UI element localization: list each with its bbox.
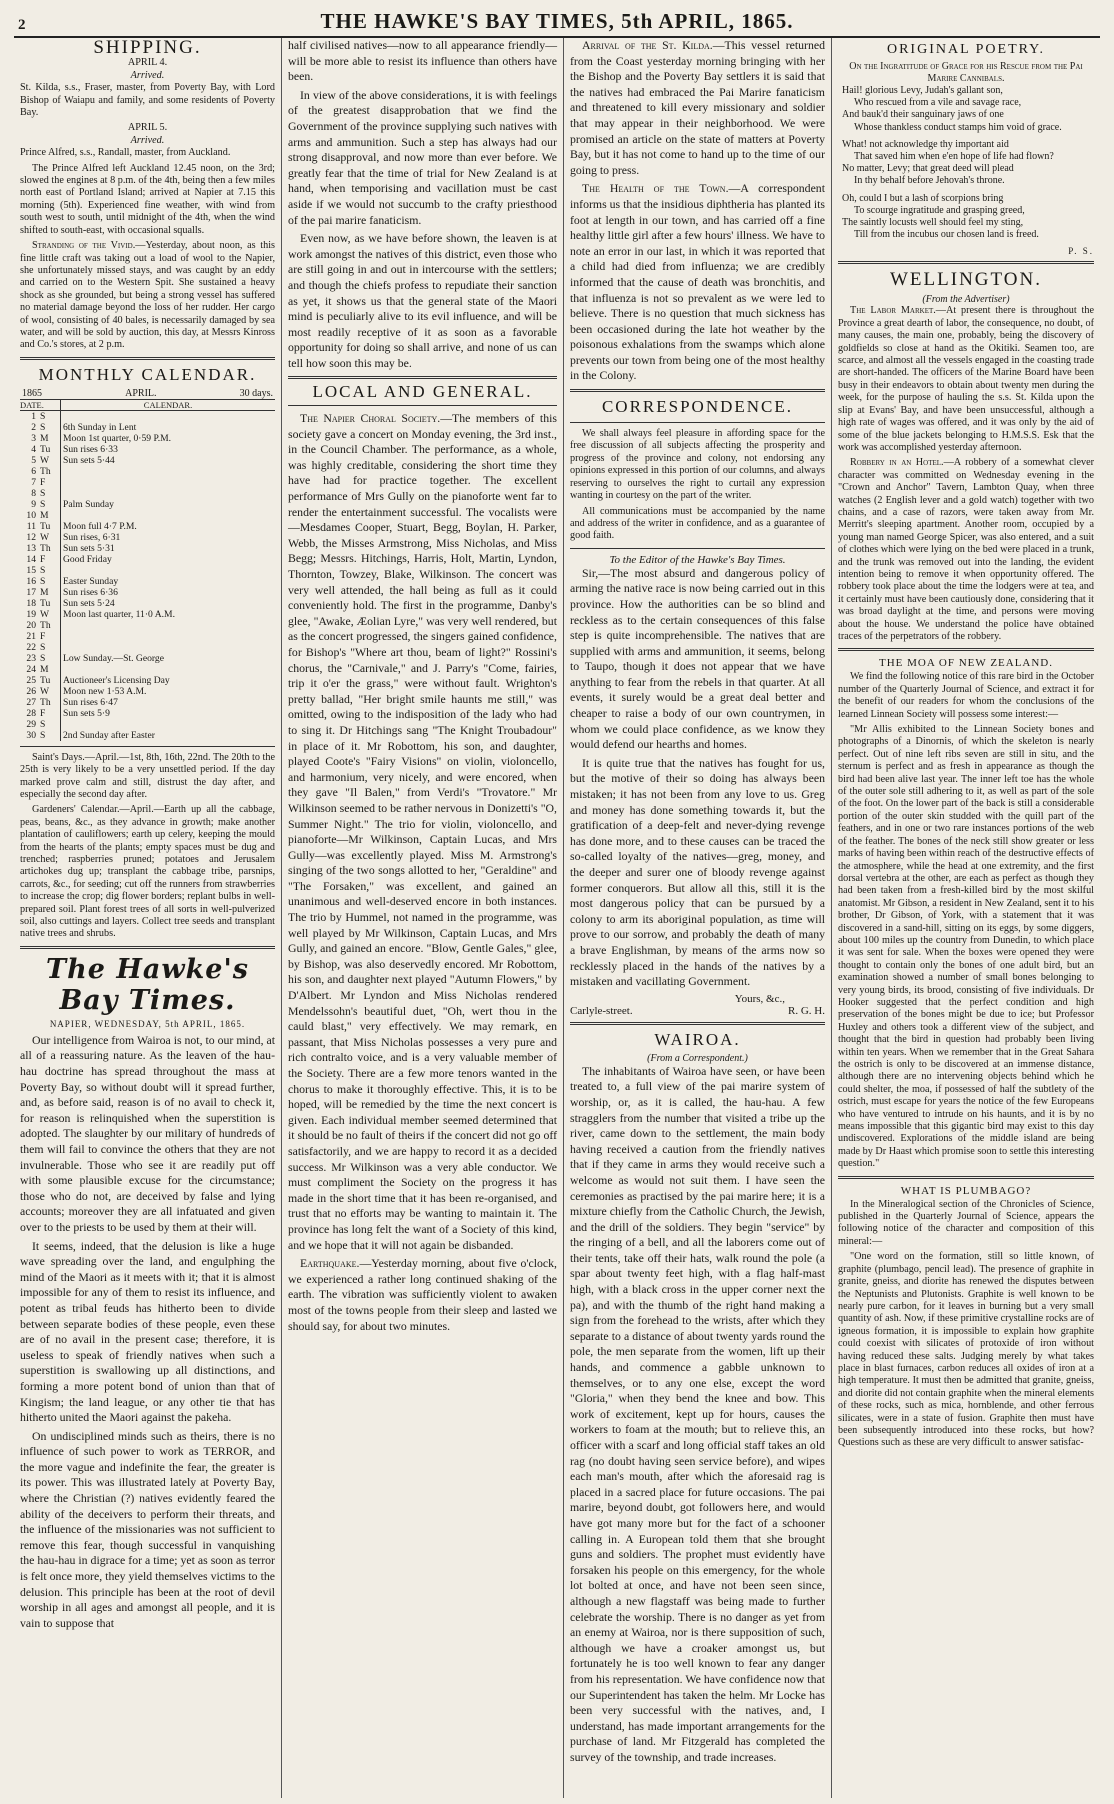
calendar-weekday: W	[38, 532, 61, 543]
columns	[14, 38, 1100, 1798]
calendar-note	[61, 510, 276, 521]
poem-line: Whose thankless conduct stamps him void of grace.	[854, 121, 1062, 133]
calendar-row	[20, 587, 275, 598]
calendar-day-number: 20	[26, 619, 36, 631]
poem-line: What! not acknowledge thy important aid	[842, 138, 1009, 150]
poem	[838, 85, 1094, 241]
wairoa-paragraph: The inhabitants of Wairoa have seen, or have been treated to, a full view of the pai marire system of worship, or, as it is called, the hau-hau. A few stragglers from the number that visited a tribe up the river, came down to the settlement, the main body having received a caution from the friendly natives that if they came in arms they would receive such a welcome as would not suit them. I have seen the ceremonies as practised by the pai marire here; it is a mixture chiefly from the Catholic Church, the Jewish, and the drill of the soldiers. They begin "service" by the ringing of a bell, and all the laborers come out of their tents, take off their hats, walk round the pole (a spar about twenty feet high, with a flag half-mast high, with a black cross in the upper corner next the pa), and with the thumb of the right hand making a sign from the forehead to the wrists, after which they separate to a distance of about twenty yards round the pole, the men separate from the women, lift up their hands, and commence a gabble unknown to themselves, or to any one else, except the word "Gloria," when they bend the knee and bow. This work of excitement, kept up for hours, causes the workers to foam at the mouth; but to relieve this, an officer with a scarf and long official staff takes an old rag (no doubt having seen service before), and wipes each man's mouth, after which the aforesaid rag is placed in a sacred place for future occasions. The pai marire, beyond doubt, got followers here, and would have got many more but for the fact of a schooner calling in. A European told them that she brought guns and soldiers. The prophet must evidently have forsaken his people on this emergency, for the whole lot bolted at once, and have not been seen since, although a new flagstaff was being made to further celebrate the worship. There is no danger as yet from an enemy at Wairoa, nor is there supposition of such, although we have a croaker amongst us, but fortunately he is too well known to fear any danger from his representation. We have confidence now that our Superintendent has taken the helm. Mr Locke has been very successful with the natives, and, I understand, has made important arrangements for the purchase of land. Mr Fitzgerald has completed the survey of the township, and trade increases.	[570, 1063, 825, 1764]
dateline: NAPIER, WEDNESDAY, 5th APRIL, 1865.	[49, 1018, 246, 1029]
calendar-row	[20, 477, 275, 488]
calendar-weekday: S	[38, 565, 61, 576]
leader-article	[20, 1033, 275, 1632]
calendar-weekday: F	[38, 708, 61, 719]
calendar-day-number: 9	[31, 498, 36, 510]
calendar-header: 1865 APRIL. 30 days.	[22, 387, 273, 399]
poem-line: In thy behalf before Jehovah's throne.	[854, 175, 1005, 187]
column-3	[564, 38, 832, 1798]
calendar-note	[61, 477, 276, 488]
calendar-note-gardeners: Gardeners' Calendar.—April.—Earth up all the cabbage, peas, beans, &c., as they advance in growth; make another plantation of cauliflowers; earth up celery, keeping the mould from the hearts of the plants; empty spaces must be dug and trenched; raspberries pruned; potatoes and Jerusalem artichokes dug up; transplant the cabbage tribe, parsnips, carrots, &c., for seeding; cut off the runners from strawberries to increase the crop; dig flower borders; replant bulbs in well-prepared soil. Plant forest trees of all sorts in well-pulverized soil, also cuttings and layers. Collect tree seeds and transplant native trees and shrubs.	[20, 804, 275, 940]
local-earthquake: Earthquake.—Yesterday morning, about five o'clock, we experienced a rather long continued shaking of the earth. The vibration was sufficiently violent to awaken most of the towns people from their sleep and lasted we should say, for about two minutes.	[288, 1256, 557, 1333]
calendar-note	[61, 719, 276, 730]
calendar-weekday: S	[38, 488, 61, 499]
calendar-note: Moon full 4·7 P.M.	[63, 520, 137, 532]
calendar-weekday: Tu	[38, 598, 61, 609]
calendar-day-number: 3	[31, 432, 36, 444]
calendar-row	[20, 664, 275, 675]
calendar-day-number: 27	[26, 696, 36, 708]
shipping-paragraph-1: The Prince Alfred left Auckland 12.45 noon, on the 3rd; slowed the engines at 8 p.m. of the 4th, being then a few miles north east of Portland Island; arrived at Napier at 7.15 this morning (5th). Experienced fine weather, with wind from south west to south, until midnight of the 4th, when the wind shifted to south-east, with occasional squalls.	[20, 162, 275, 236]
calendar-weekday: S	[38, 730, 61, 741]
shipping-heading: SHIPPING.	[93, 38, 202, 58]
calendar-note	[61, 631, 276, 642]
calendar-weekday: Th	[38, 620, 61, 631]
leader-paragraph-1: Our intelligence from Wairoa is not, to our mind, at all of a reassuring nature. As the leaven of the hau-hau doctrine has spread throughout the mass at Poverty Bay, so without doubt will it spread further, and, as before said, reason is of no avail to check it, for reason is relinquished when the superstition is adopted. The slaughter by our military of hundreds of them will fail to convince the others that they are not invulnerable. Those who see it are readily put off with some plausible excuse for the circumstance; those who do not, are deceived by false and lying accounts; moreover they are all infatuated and given over to the priests to be used by them at their will.	[20, 1032, 275, 1234]
calendar-row	[20, 609, 275, 620]
calendar-row	[20, 697, 275, 708]
calendar-note	[61, 411, 276, 422]
calendar-weekday: M	[38, 433, 61, 444]
calendar-weekday: S	[38, 411, 61, 422]
calendar-row	[20, 422, 275, 433]
moa-heading: THE MOA OF NEW ZEALAND.	[878, 657, 1054, 670]
shipping-entry-1: St. Kilda, s.s., Fraser, master, from Poverty Bay, with Lord Bishop of Waiapu and family, and some residents of Poverty Bay.	[20, 82, 275, 119]
calendar-note: 6th Sunday in Lent	[63, 421, 137, 433]
calendar-day-number: 10	[26, 509, 36, 521]
calendar-note	[61, 488, 276, 499]
calendar-note: Sun rises, 6·31	[63, 531, 121, 543]
calendar-row	[20, 521, 275, 532]
local-choral-society: The Napier Choral Society.—The members of this society gave a concert on Monday evening, the 3rd inst., in the Council Chamber. The performance, as a whole, was highly creditable, considering the short time they have had for practice together. The excellent performance of Mrs Gully on the pianoforte went far to render the entertainment successful. The vocalists were—Mesdames Cooper, Stuart, Begg, Boylan, H. Parker, Webb, the Misses Armstrong, Miss Nicholas, and Miss Begg; Messrs. Hitchings, Harris, Holt, Martin, Lyndon, Thornton, Towzey, Blake, Wilkinson. The concert was very well attended, the hall being as full as it could conveniently hold. The first in the programme, Danby's glee, "Awake, Æolian Lyre," was very well rendered, but as the concert progressed, the singers gained confidence, for Bishop's "Where art thou, beam of light?" Rossini's chorus, the "Carnivale," and J. Parry's "Come, fairies, trip it o'er the grass," were without fault. Wrighton's pretty ballad, "Her bright smile haunts me still," was omitted, owing to the indisposition of the lady who had to sing it. Dr Hitchings sang "The Knight Troubadour" in place of it. Mr Robottom, his son, and daughter, played Coote's "Fairy Visions" on violin, violoncello, and harmonium, very nicely, and were encored, when they gave "Il Balen," from Verdi's "Trovatore." Mr Wilkinson seemed to be rather nervous in Donizetti's "O, Summer Night." The trio for violin, violoncello, and pianoforte—Mr Wilkinson, Captain Lucas, and Mrs Gully—was excellently played. Miss M. Armstrong's singing of the two songs allotted to her, "Geraldine" and "The Forsaken," was excellent, and gained an unanimous and well-deserved encore in both instances. The trio by Hummel, not named in the programme, was well played by Mr Wilkinson, Captain Lucas, and Mrs Gully, and gained an encore. "Blow, Gentle Gales," glee, by Bishop, was also deservedly encored. Mr Robottom, his son, and daughter next played "Autumn Flowers," by D'Albert. Mr Lyndon and Miss Nicholas rendered Mendelssohn's beautiful duet, "Oh, wert thou in the cauld blast," very effectively. We may remark, en passant, that Miss Nicholas possesses a very pure and rich contralto voice, and is a very valuable member of the Society. There are a few more tenors wanted in the chorus to make it thoroughly effective. This, it is to be hoped, will be remedied by the time the next concert is given. Each individual member seemed determined that it should be no fault of theirs if the concert did not go off satisfactorily, and we are happy to record it as a decided success. Mr Wilkinson was a very able conductor. We must compliment the Society on the progress it has made in the short time that it has been re-organised, and trust that no efforts may be wanting to maintain it. The province has long felt the want of a Society of this kind, and we hope that it will not again be disbanded.	[288, 411, 557, 1252]
shipping-date-1: APRIL 4.	[127, 57, 168, 69]
calendar-weekday: M	[38, 664, 61, 675]
column-2	[282, 38, 564, 1798]
calendar-day-number: 24	[26, 663, 36, 675]
calendar-day-number: 13	[26, 542, 36, 554]
calendar-table	[20, 411, 275, 741]
calendar-day-number: 28	[26, 707, 36, 719]
calendar-row	[20, 411, 275, 422]
calendar-column-headers: DATE. CALENDAR.	[20, 400, 275, 411]
leader-paragraph-5: In view of the above considerations, it is with feelings of the greatest disapprobation that we find the Government of the province supplying such natives with arms and ammunition. Such a step has always had our strong disapproval, and now more than ever before. We greatly fear that the time of trial for New Zealand is at hand, when temporising and vacillation must be cast aside if we would not succumb to the crafty priesthood of the pai marire fanaticism.	[288, 87, 557, 227]
calendar-day-number: 19	[26, 608, 36, 620]
poem-line: Who rescued from a vile and savage race,	[854, 97, 1022, 109]
poem-signature: P. S.	[1068, 246, 1094, 257]
poem-line: That saved him when e'en hope of life had flown?	[854, 151, 1054, 163]
wellington-heading: WELLINGTON.	[890, 269, 1042, 291]
shipping-arrived-1: Arrived.	[130, 69, 165, 81]
calendar-day-number: 4	[31, 443, 36, 455]
wairoa-subheading: (From a Correspondent.)	[647, 1052, 748, 1064]
leader-paragraph-4: half civilised natives—now to all appearance friendly—will be more able to resist its influence than others have been.	[288, 38, 557, 84]
calendar-row	[20, 675, 275, 686]
calendar-row	[20, 499, 275, 510]
calendar-note: Moon new 1·53 A.M.	[63, 685, 147, 697]
correspondence-notice-1: We shall always feel pleasure in affording space for the free discussion of all subjects affecting the prosperity and progress of the province and colony, not endorsing any opinions expressed in this portion of our columns, and always reserving to ourselves the right to curtail any expression wanting in courtesy on the part of the writer.	[570, 428, 825, 502]
calendar-row	[20, 598, 275, 609]
calendar-weekday: M	[38, 510, 61, 521]
calendar-day-number: 22	[26, 641, 36, 653]
calendar-note	[61, 664, 276, 675]
plumbago-paragraph-1: In the Mineralogical section of the Chronicles of Science, published in the Quarterly Journal of Science, appears the following notice of the character and composition of this mineral:—	[838, 1198, 1094, 1247]
calendar-row	[20, 554, 275, 565]
local-health: The Health of the Town.—A correspondent informs us that the insidious diphtheria has planted its foot at length in our town, and has carried off a fine healthy little girl after a few hours' illness. We have to note an error in our last, in which it was reported that a child had died from influenza; we are credibly informed that the cause of death was bronchitis, and that influenza is not so prevalent as we were led to believe. There is no question that much sickness has been occasioned during the late hot weather by the poisonous exhalations from the swamps which alone prevents our town from being one of the most healthy in the Colony.	[570, 181, 825, 383]
calendar-note: Sun rises 6·36	[63, 586, 118, 598]
wairoa-heading: WAIROA.	[654, 1029, 741, 1049]
leader-paragraph-6: Even now, as we have before shown, the leaven is at work amongst the natives of this district, even those who are still going in and out in intercourse with the settlers; and though the chiefs profess to repudiate their sanction as yet, it shows us that the general state of the Maori mind is peculiarly alive to its evil influence, and will be most readily receptive of it as soon as a favorable opportunity for doing so shall arrive, and none of us can tell how soon this may be.	[288, 231, 557, 370]
calendar-row	[20, 653, 275, 664]
calendar-day-number: 14	[26, 553, 36, 565]
wellington-subheading: (From the Advertiser)	[922, 294, 1010, 306]
calendar-row	[20, 708, 275, 719]
calendar-day-number: 15	[26, 564, 36, 576]
calendar-note-saints: Saint's Days.—April.—1st, 8th, 16th, 22nd. The 20th to the 25th is very likely to be a very unsettled period. If the day marked prove calm and still, distrust the day after, and especially the second day after.	[20, 751, 275, 800]
calendar-day-number: 17	[26, 586, 36, 598]
calendar-note: Sun sets 5·44	[63, 454, 115, 466]
poem-line: The saintly locusts well should feel my sting,	[842, 217, 1024, 229]
calendar-row	[20, 620, 275, 631]
calendar-weekday: Tu	[38, 521, 61, 532]
poem-stanza	[838, 193, 1094, 242]
calendar-weekday: F	[38, 554, 61, 565]
calendar-day-number: 1	[31, 410, 36, 422]
calendar-weekday: W	[38, 686, 61, 697]
calendar-row	[20, 543, 275, 554]
calendar-weekday: S	[38, 719, 61, 730]
calendar-row	[20, 510, 275, 521]
calendar-row	[20, 686, 275, 697]
shipping-paragraph-2: Stranding of the Vivid.—Yesterday, about noon, as this fine little craft was taking out a load of wool to the Napier, she unfortunately missed stays, and was caught by an eddy and carried on to the Western Spit. She sustained a heavy shock as she grounded, but being a strong vessel has suffered no material damage beyond the loss of her rudder. Her cargo of wool, consisting of 40 bales, is necessarily damaged by sea water, and will be sold by auction, this day, at Messrs Kinross and Co.'s stores, at 2 p.m.	[20, 240, 276, 351]
calendar-section	[20, 365, 275, 941]
calendar-note: Moon last quarter, 11·0 A.M.	[63, 608, 175, 620]
correspondence-notice-2: All communications must be accompanied by the name and address of the writer in confidence, and as a guarantee of good faith.	[570, 505, 825, 542]
shipping-entry-2: Prince Alfred, s.s., Randall, master, from Auckland.	[20, 147, 231, 159]
shipping-date-2: APRIL 5.	[127, 122, 168, 134]
calendar-note: Auctioneer's Licensing Day	[63, 674, 170, 686]
letter-street: Carlyle-street.	[570, 1004, 633, 1017]
plumbago-heading: WHAT IS PLUMBAGO?	[900, 1184, 1032, 1197]
wellington-labor: The Labor Market.—At present there is throughout the Province a great dearth of labor, the consequence, no doubt, of many causes, the main one, probably, being the discovery of goldfields so close at hand as the Okitiki. Seamen too, are scarce, and almost all the vessels engaged in the coasting trade are short-handed. The officers of the Marine Board have been busy in their endeavors to obtain about twenty men during the week, for the purpose of hauling the s.s. St. Kilda upon the slip at Evans' Bay, and have been unsuccessful, although a high rate of wages was offered, and it was only by the aid of some of the blue jackets belonging to H.M.S.S. Esk that the work was accomplished yesterday afternoon.	[838, 305, 1094, 453]
poetry-heading: ORIGINAL POETRY.	[886, 42, 1045, 57]
calendar-note: Moon 1st quarter, 0·59 P.M.	[63, 432, 172, 444]
calendar-row	[20, 433, 275, 444]
local-heading: LOCAL AND GENERAL.	[312, 382, 533, 402]
calendar-note	[61, 642, 276, 653]
calendar-note	[61, 620, 276, 631]
calendar-row	[20, 466, 275, 477]
calendar-day-number: 8	[31, 487, 36, 499]
calendar-day-number: 29	[26, 718, 36, 730]
calendar-day-number: 25	[26, 674, 36, 686]
calendar-weekday: F	[38, 477, 61, 488]
calendar-row	[20, 642, 275, 653]
newspaper-nameplate: The Hawke's Bay Times.	[46, 953, 249, 1016]
poem-title: On the Ingratitude of Grace for his Rescue from the Pai Marire Cannibals.	[849, 61, 1083, 84]
calendar-note	[61, 466, 276, 477]
calendar-heading: MONTHLY CALENDAR.	[38, 364, 257, 384]
masthead-title: THE HAWKE'S BAY TIMES, 5th APRIL, 1865.	[320, 9, 794, 33]
moa-paragraph-1: We find the following notice of this rare bird in the October number of the Quarterly Journal of Science, and extract it for the benefit of our readers for whom the conclusions of the learned Linnean Society will possess some interest:—	[838, 671, 1094, 720]
calendar-day-number: 16	[26, 575, 36, 587]
calendar-row	[20, 730, 275, 741]
calendar-note: Sun sets 5·9	[63, 707, 110, 719]
calendar-note: Low Sunday.—St. George	[63, 652, 164, 664]
calendar-note: Sun sets 5·24	[63, 597, 115, 609]
masthead	[14, 0, 1100, 38]
calendar-day-number: 11	[26, 520, 36, 532]
calendar-note: 2nd Sunday after Easter	[63, 729, 155, 741]
calendar-weekday: Tu	[38, 675, 61, 686]
column-4	[832, 38, 1100, 1798]
poem-line: Hail! glorious Levy, Judah's gallant son,	[842, 85, 1003, 96]
calendar-note: Sun rises 6·47	[63, 696, 118, 708]
calendar-note: Sun sets 5·31	[63, 542, 115, 554]
calendar-row	[20, 576, 275, 587]
calendar-weekday: M	[38, 587, 61, 598]
calendar-row	[20, 565, 275, 576]
calendar-day-number: 26	[26, 685, 36, 697]
calendar-weekday: F	[38, 631, 61, 642]
wellington-robbery: Robbery in an Hotel.—A robbery of a somewhat clever character was committed on Wednesday evening in the "Crown and Anchor" Tavern, Lambton Quay, when three watches (2 English lever and a gold watch) together with two chains, and a case of razors, were taken away from Mr. Merritt's sleeping apartment. Another room, occupied by a young man named George Spicer, was also entered, and a suit of clothes which were lying on the bed were placed in a trunk, and the trunk was removed out into the landing, the evident intention being to remove it when opportunity offered. The robbery took place about the time the lodgers were at tea, and it certainly must have been cautiously done, considering that it was broad daylight at the time, and persons were moving about the house. We understand the police have obtained traces of the perpetrators of the robbery.	[838, 457, 1094, 642]
calendar-day-number: 23	[26, 652, 36, 664]
calendar-weekday: S	[38, 653, 61, 664]
calendar-weekday: S	[38, 642, 61, 653]
calendar-weekday: S	[38, 576, 61, 587]
calendar-weekday: Th	[38, 466, 61, 477]
letter-paragraph-2: It is quite true that the natives has fought for us, but the motive of their so doing has always been mistaken; it has not been from any love to us. Greg and money has done something towards it, but the gratification of a deep-felt and never-dying revenge has done more, and to these causes can be traced the so-called loyalty of the natives—greg, money, and the deeper and surer one of bloody revenge against former conquerors. But allow all this, still it is the most dangerous policy that can be pursued by a colony to arm its aboriginal population, as time will prove to our sorrow, and probably the death of many a brave Englishman, by means of the arms now so recklessly placed in the hands of the natives by a mistaken and vacillating Government.	[570, 755, 825, 989]
poem-stanza	[838, 139, 1094, 188]
calendar-day-number: 30	[26, 729, 36, 741]
calendar-weekday: Th	[38, 543, 61, 554]
calendar-weekday: W	[38, 455, 61, 466]
letter-paragraph-1: Sir,—The most absurd and dangerous policy of arming the native race is now being carried out in this province. How the authorities can be so blind and reckless as to the certain consequences of this false step is quite incomprehensible. The natives that are supplied with arms and ammunition, it seems, belong to Taupo, though it does not appear that we have anything to fear from the rebels in that quarter. At all events, it surely would be a great deal better and cheaper to raise a body of our own countrymen, in whom we could place confidence, as we know they would defend our hearths and homes.	[570, 565, 825, 752]
calendar-day-number: 5	[31, 454, 36, 466]
moa-paragraph-2: "Mr Allis exhibited to the Linnean Society bones and photographs of a Dinornis, of which the skeleton is nearly perfect. Out of nine left ribs seven are still in situ, and the sternum is perfect and as fresh in appearance as though the bird had been alive last year. The inner left toe has the whole of the outer sole still adhering to it, as well as part of the sole of the foot. On the lower part of the back is still a considerable portion of the outer skin studded with the quill part of the feathers, and in one or two rare instances portions of the web of the feather. The bones of the neck still show greater or less marks of having been within reach of the destructive effects of the atmosphere, while the head at one extremity, and the first dorsal vertebra at the other, are each as perfect as though they had been taken from a fresh-killed bird by the most skilful anatomist. Mr Gibson, a resident in New Zealand, sent it to his brother, Dr Gibson, of York, with a statement that it was discovered in a sand-hill, sitting on its eggs, by some diggers, about 100 miles up the country from Dunedin, to which place it was sent for sale. When the boxes were opened they were thought to contain only the bones of one adult bird, but an examination showed a number of small bones belonging to very young birds, its brood, consisting of five individuals. Dr Hooker suggested that the perfect condition and high preservation of the bones might be due to ice; but Professor Huxley and others took a different view of the subject, and thought that the bird in question had probably been living within ten years. When we remember that in the Great Sahara the ostrich is only to be discovered at an immense distance, although there are no intervening objects behind which he could shelter, the moa, if possessed of half the subtlety of the ostrich, must escape for years the notice of the few Europeans who have ventured to intrude on his haunts, and it is by no means impossible that this gigantic bird may exist to this day undiscovered. Explorations of the middle island are being made by Dr Haast which promise soon to settle this interesting question."	[838, 724, 1094, 1170]
poem-line: To scourge ingratitude and grasping greed,	[854, 204, 1025, 216]
calendar-row	[20, 631, 275, 642]
calendar-row	[20, 719, 275, 730]
calendar-day-number: 6	[31, 465, 36, 477]
calendar-row	[20, 455, 275, 466]
page-number: 2	[18, 17, 26, 33]
poem-stanza	[838, 85, 1094, 134]
letter-signoff	[570, 1005, 825, 1017]
calendar-day-number: 12	[26, 531, 36, 543]
calendar-weekday: S	[38, 422, 61, 433]
calendar-row	[20, 532, 275, 543]
calendar-weekday: W	[38, 609, 61, 620]
calendar-day-number: 2	[31, 421, 36, 433]
letter-initials: R. G. H.	[788, 1004, 825, 1017]
calendar-weekday: Tu	[38, 444, 61, 455]
shipping-section	[20, 38, 276, 352]
letter-salutation: To the Editor of the Hawke's Bay Times.	[609, 553, 786, 566]
correspondence-heading: CORRESPONDENCE.	[601, 397, 794, 417]
calendar-row	[20, 488, 275, 499]
local-st-kilda: Arrival of the St. Kilda.—This vessel returned from the Coast yesterday morning bringing with her the Bishop and the Poverty Bay settlers it is said that the natives had embraced the Pai Marire fanaticism and threatened to kill every missionary and soldier that may appear in their neighborhood. We were promised an article on the state of matters at Poverty Bay, but it has not come to hand up to the time of our going to press.	[570, 38, 825, 177]
plumbago-paragraph-2: "One word on the formation, still so little known, of graphite (plumbago, pencil lead). The presence of graphite in granite, gneiss, and diorite has renewed the disputes between the Neptunists and Plutonists. Graphite is well known to be nearly pure carbon, for it leaves in burning but a very small quantity of ash. Now, if these primitive crystalline rocks are of igneous formation, it is impossible to explain how graphite could coexist with silicates of protoxide of iron without having reduced these salts. Judging merely by what takes place in blast furnaces, carbon reduces all oxides of iron at a high temperature. It must then be admitted that granite, gneiss, and diorite did not contain graphite when the mineral elements of these rocks, such as mica, hornblende, and other ferrous silicates, were in a state of fusion. Graphite then must have been subsequently introduced into these rocks, but how? Questions such as these are very difficult to answer satisfac-	[838, 1251, 1094, 1449]
calendar-note: Palm Sunday	[63, 498, 114, 510]
column-1	[14, 38, 282, 1798]
poem-line: Oh, could I but a lash of scorpions bring	[842, 192, 1004, 204]
poem-line: No matter, Levy; that great deed will plead	[842, 163, 1014, 175]
calendar-note: Easter Sunday	[63, 575, 119, 587]
calendar-day-number: 21	[26, 630, 36, 642]
calendar-note	[61, 565, 276, 576]
letter-yours: Yours, &c.,	[734, 992, 785, 1005]
calendar-row	[20, 444, 275, 455]
shipping-arrived-2: Arrived.	[130, 134, 165, 146]
calendar-day-number: 18	[26, 597, 36, 609]
calendar-note: Sun rises 6·33	[63, 443, 118, 455]
calendar-weekday: S	[38, 499, 61, 510]
leader-paragraph-3: On undisciplined minds such as theirs, there is no influence of such power to work as TERROR, and the more vague and indefinite the fear, the greater is its power. This was illustrated lately at Poverty Bay, where the Christian (?) natives evidently feared the ability of the deceivers to perform their threats, and the influence of the missionaries was not sufficient to remove this fear, though successful in vanquishing the hau-hau in digrace for a time; yet as soon as terror is felt once more, they yield themselves victims to the delusion. This principle has been at the root of devil worship in all ages and amongst all people, and it is vain to suppose that	[20, 1428, 275, 1630]
calendar-note: Good Friday	[63, 553, 112, 565]
poem-line: Till from the incubus our chosen land is freed.	[854, 229, 1039, 241]
leader-paragraph-2: It seems, indeed, that the delusion is like a huge wave spreading over the land, and engulphing the mind of the Maori as it meets with it; that it is almost impossible for any of them to resist its influence, and potent as tribal feuds has hitherto been to divide between separate bodies of these people, even these are of no avail in the present case; therefore, it is useless to speak of friendly natives when such a superstition is swallowing up all distinctions, and forming a more potent bond of union than that of Kingism; the land league, or any other tie that has hitherto united the Maori against the pakeha.	[20, 1238, 275, 1425]
calendar-weekday: Th	[38, 697, 61, 708]
poem-line: And bauk'd their sanguinary jaws of one	[842, 109, 1004, 121]
calendar-day-number: 7	[31, 476, 36, 488]
